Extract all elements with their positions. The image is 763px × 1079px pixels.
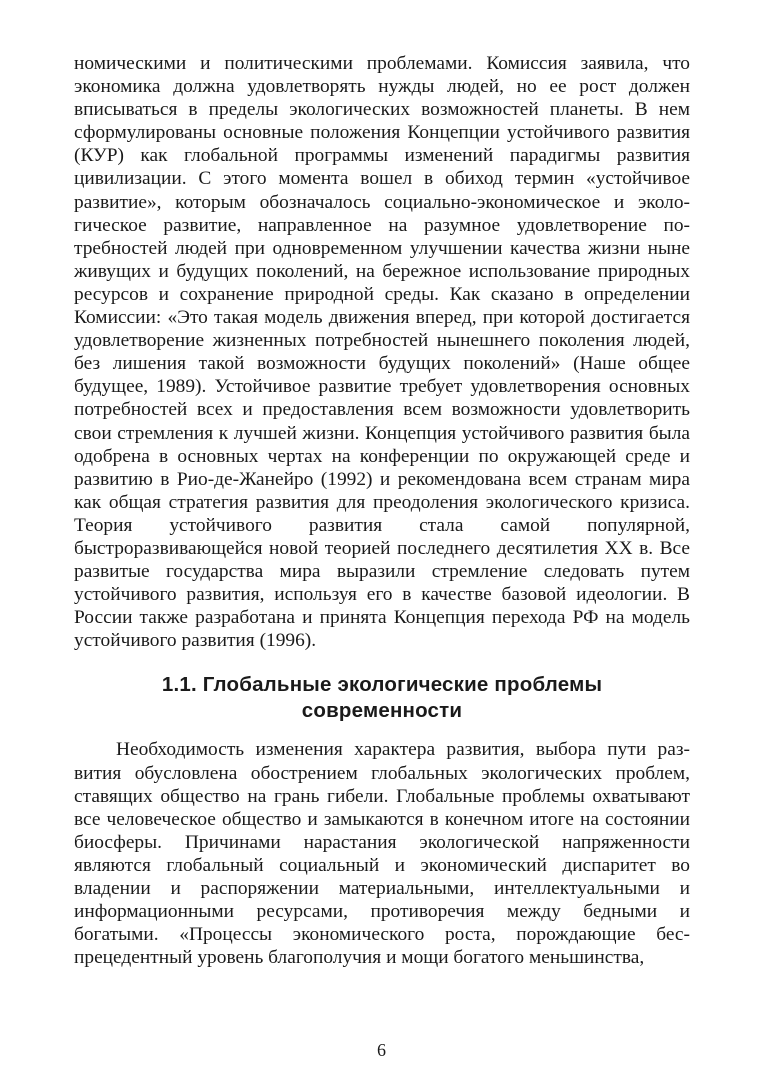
section-heading-line-1: 1.1. Глобальные экологические проблемы <box>161 673 603 697</box>
page-number: 6 <box>377 1040 386 1060</box>
paragraph-continuation: номическими и политическими проблемами. Комиссия заявила, что экономика должна удовлетворять нужды людей, но ее рост должен вписываться в пределы экологических возможностей планеты. В нем сформулированы основные положения Концепции устойчивого развития (КУР) как глобальной программы изменений парадигмы развития цивилизации. С этого момента вошел в обиход термин «устойчивое развитие», которым обозначалось социально-экономическое и экологическое развитие, направленное на разумное удовлетворение потребностей людей при одновременном улучшении качества жизни ныне живущих и будущих поколений, на бережное использование природных ресурсов и сохранение природной среды. Как сказано в определении Комиссии: «Это такая модель движения вперед, при которой достигается удовлетворение жизненных потребностей нынешнего поколения людей, без лишения такой возможности будущих поколений» (Наше общее будущее, 1989). Устойчивое развитие требует удовлетворения основных потребностей всех и предоставления всем возможности удовлетворить свои стремления к лучшей жизни. Концепция устойчивого развития была одобрена в основных чертах на конференции по окружающей среде и развитию в Рио-де-Жанейро (1992) и рекомендована всем странам мира как общая стратегия развития для преодоления экологического кризиса. Теория устойчивого развития стала самой популярной, быстроразвивающейся новой теорией последнего десятилетия XX в. Все развитые государства мира выразили стремление следовать путем устойчивого развития, используя его в качестве базовой идеологии. В России также разработана и принята Концепция перехода РФ на модель устойчивого развития (1996). <box>74 53 690 652</box>
section-heading-line-2: современности <box>301 699 463 723</box>
page-content <box>74 52 690 969</box>
section-heading <box>74 672 690 724</box>
paragraph-body: Необходимость изменения характера развития, выбора пути развития обусловлена обострением глобальных экологических проблем, ставящих общество на грань гибели. Глобальные проблемы охватывают все человеческое общество и замыкаются в конечном итоге на состоянии биосферы. Причинами нарастания экологической напряженности являются глобальный социальный и экономический диспаритет во владении и распоряжении материальными, интеллектуальными и информационными ресурсами, противоречия между бедными и богатыми. «Процессы экономического роста, порождающие беспрецедентный уровень благополучия и мощи богатого меньшинства, <box>74 739 690 969</box>
